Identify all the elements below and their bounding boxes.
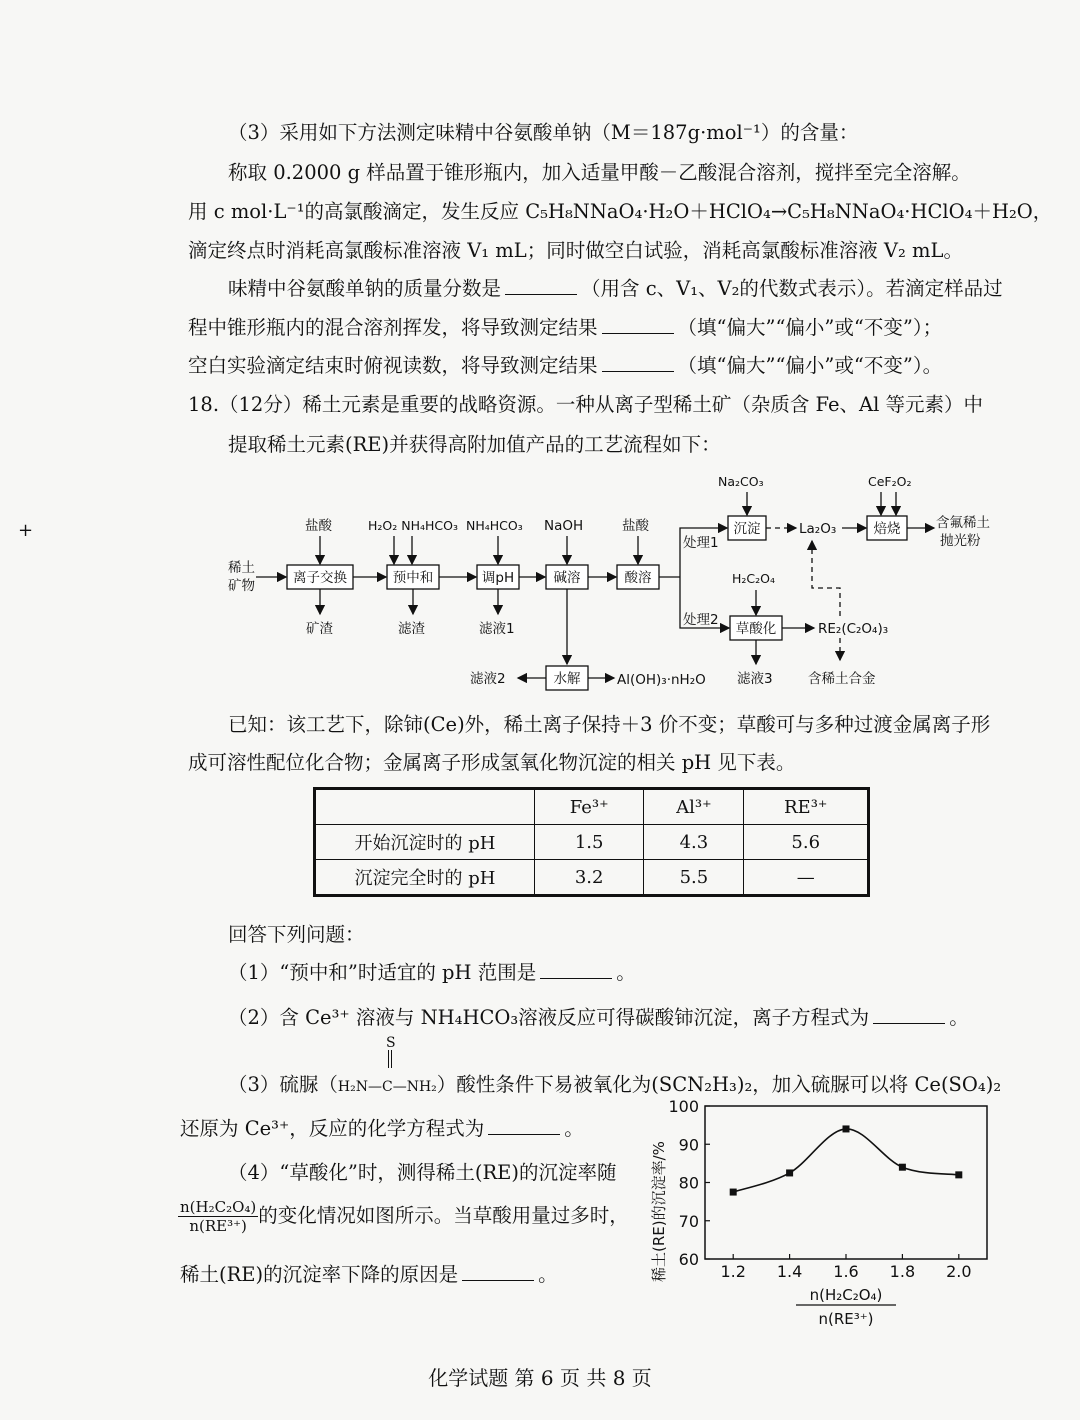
data-point (730, 1189, 737, 1196)
re2-oxalate-label: RE₂(C₂O₄)₃ (818, 621, 889, 637)
step-ion-exchange-label: 离子交换 (293, 570, 347, 586)
ratio-denominator: n(RE³⁺) (189, 1217, 247, 1235)
ratio-numerator: n(H₂C₂O₄) (180, 1198, 257, 1216)
question-3-text-c: 还原为 Ce³⁺，反应的化学方程式为 (180, 1117, 485, 1140)
q18-line1: 18.（12分）稀土元素是重要的战略资源。一种从离子型稀土矿（杂质含 Fe、Al 等元素）中 (188, 393, 984, 416)
y-tick-label: 90 (678, 1135, 699, 1155)
table-header-cell: RE³⁺ (744, 789, 869, 825)
data-point (843, 1125, 850, 1132)
known-line1: 已知：该工艺下，除铈(Ce)外，稀土离子保持＋3 价不变；草酸可与多种过渡金属离子形 (228, 713, 991, 736)
la2o3-label: La₂O₃ (799, 521, 837, 537)
data-series-line (733, 1129, 959, 1192)
reagent-h2o2-nh4hco3: H₂O₂ NH₄HCO₃ (368, 518, 458, 533)
question-4-text-b: 的变化情况如图所示。当草酸用量过多时， (258, 1204, 629, 1227)
page-footer: 化学试题 第 6 页 共 8 页 (428, 1366, 652, 1390)
data-point (955, 1171, 962, 1178)
y-tick-label: 70 (678, 1211, 699, 1231)
x-tick-label: 1.2 (720, 1262, 746, 1281)
question-1-end: 。 (616, 961, 636, 984)
table-cell: 3.2 (535, 860, 644, 896)
table-cell: 5.5 (644, 860, 744, 896)
x-tick-label: 1.8 (889, 1262, 916, 1281)
output-filtrate-2: 滤液2 (470, 671, 506, 687)
table-cell: 沉淀完全时的 pH (315, 860, 535, 896)
question-3-text-b: ）酸性条件下易被氧化为(SCN₂H₃)₂，加入硫脲可以将 Ce(SO₄)₂ (436, 1073, 1002, 1096)
y-tick-label: 80 (678, 1173, 699, 1193)
y-tick-label: 60 (678, 1250, 699, 1269)
alloy-label: 含稀土合金 (808, 671, 876, 687)
x-axis-label-numerator: n(H₂C₂O₄) (809, 1286, 883, 1304)
output-filtrate-1: 滤液1 (479, 621, 515, 637)
branch-2-label: 处理2 (683, 612, 719, 628)
table-cell: 1.5 (535, 825, 644, 860)
x-tick-label: 1.4 (776, 1262, 803, 1281)
reagent-na2co3: Na₂CO₃ (718, 474, 764, 489)
output-residue: 滤渣 (398, 621, 425, 637)
table-cell: 5.6 (744, 825, 869, 860)
question-2-end: 。 (949, 1006, 969, 1029)
q18-line2: 提取稀土元素(RE)并获得高附加值产品的工艺流程如下： (228, 433, 721, 456)
question-1-text: （1）“预中和”时适宜的 pH 范围是 (228, 961, 537, 984)
reagent-h2c2o4: H₂C₂O₄ (732, 571, 775, 586)
known-line2: 成可溶性配位化合物；金属离子形成氢氧化物沉淀的相关 pH 见下表。 (188, 751, 796, 774)
q3-line4: 滴定终点时消耗高氯酸标准溶液 V₁ mL；同时做空白试验，消耗高氯酸标准溶液 V₂ mL。 (188, 239, 963, 262)
question-4: （4）“草酸化”时，测得稀土(RE)的沉淀率随 (228, 1161, 617, 1184)
step-hydrolysis-label: 水解 (553, 671, 581, 687)
table-cell: 开始沉淀时的 pH (315, 825, 535, 860)
data-point (786, 1169, 793, 1176)
q3-line6-b: （填“偏大”“偏小”或“不变”）； (677, 316, 943, 339)
step-acid-dissolve-label: 酸溶 (624, 570, 652, 586)
x-tick-label: 2.0 (946, 1262, 972, 1281)
table-header-cell: Al³⁺ (644, 789, 744, 825)
table-cell: 4.3 (644, 825, 744, 860)
step-oxalate-label: 草酸化 (735, 621, 777, 637)
product-label-1: 含氟稀土 (936, 515, 990, 531)
q3-line2: 称取 0.2000 g 样品置于锥形瓶内，加入适量甲酸－乙酸混合溶剂，搅拌至完全溶解。 (228, 161, 971, 184)
output-aloh3: Al(OH)₃·nH₂O (617, 672, 706, 688)
q3-line5-b: （用含 c、V₁、V₂的代数式表示）。若滴定样品过 (581, 277, 1003, 300)
q3-line7-a: 空白实验滴定结束时俯视读数，将导致测定结果 (188, 354, 598, 377)
question-4-text-c: 稀土(RE)的沉淀率下降的原因是 (180, 1263, 459, 1286)
reagent-hcl-2: 盐酸 (622, 518, 649, 534)
step-alkali-dissolve-label: 碱溶 (553, 570, 581, 586)
q3-line3: 用 c mol·L⁻¹的高氯酸滴定，发生反应 C₅H₈NNaO₄·H₂O＋HClO₄→C₅H₈NNaO₄·HClO₄＋H₂O， (188, 200, 1053, 223)
output-ore-residue: 矿渣 (306, 621, 333, 637)
output-filtrate-3: 滤液3 (737, 671, 773, 687)
q3-line5-a: 味精中谷氨酸单钠的质量分数是 (228, 277, 502, 300)
data-point (899, 1164, 906, 1171)
q3-line7-b: （填“偏大”“偏小”或“不变”）。 (677, 354, 943, 377)
y-tick-label: 100 (668, 1097, 699, 1116)
reagent-cef2o2: CeF₂O₂ (868, 474, 912, 489)
step-roast-label: 焙烧 (873, 521, 901, 537)
x-tick-label: 1.6 (833, 1262, 859, 1281)
thiourea-s: S (386, 1035, 396, 1051)
margin-mark: + (18, 520, 34, 541)
thiourea-formula: H₂N—C—NH₂ (337, 1079, 437, 1095)
reagent-hcl-1: 盐酸 (305, 518, 332, 534)
q3-line6-a: 程中锥形瓶内的混合溶剂挥发，将导致测定结果 (188, 316, 598, 339)
branch-1-label: 处理1 (683, 535, 719, 551)
step-preneutralize-label: 预中和 (392, 570, 434, 586)
input-label-1: 稀土 (228, 560, 255, 576)
step-adjust-ph-label: 调pH (481, 570, 515, 586)
step-precipitate-label: 沉淀 (733, 521, 761, 537)
input-label-2: 矿物 (228, 578, 255, 594)
reagent-naoh: NaOH (544, 518, 584, 534)
y-axis-label: 稀土(RE)的沉淀率/% (650, 1141, 668, 1282)
q3-line1: （3）采用如下方法测定味精中谷氨酸单钠（M＝187g·mol⁻¹）的含量： (228, 121, 859, 144)
question-2-text: （2）含 Ce³⁺ 溶液与 NH₄HCO₃溶液反应可得碳酸铈沉淀，离子方程式为 (228, 1006, 870, 1029)
question-3-text: （3）硫脲（ (228, 1073, 338, 1096)
table-cell: — (744, 860, 869, 896)
table-header-cell: Fe³⁺ (535, 789, 644, 825)
x-axis-label-denominator: n(RE³⁺) (818, 1310, 874, 1328)
question-3-end: 。 (564, 1117, 584, 1140)
reagent-nh4hco3: NH₄HCO₃ (466, 518, 523, 533)
product-label-2: 抛光粉 (940, 533, 981, 549)
question-4-end: 。 (538, 1263, 558, 1286)
questions-intro: 回答下列问题： (228, 923, 365, 946)
